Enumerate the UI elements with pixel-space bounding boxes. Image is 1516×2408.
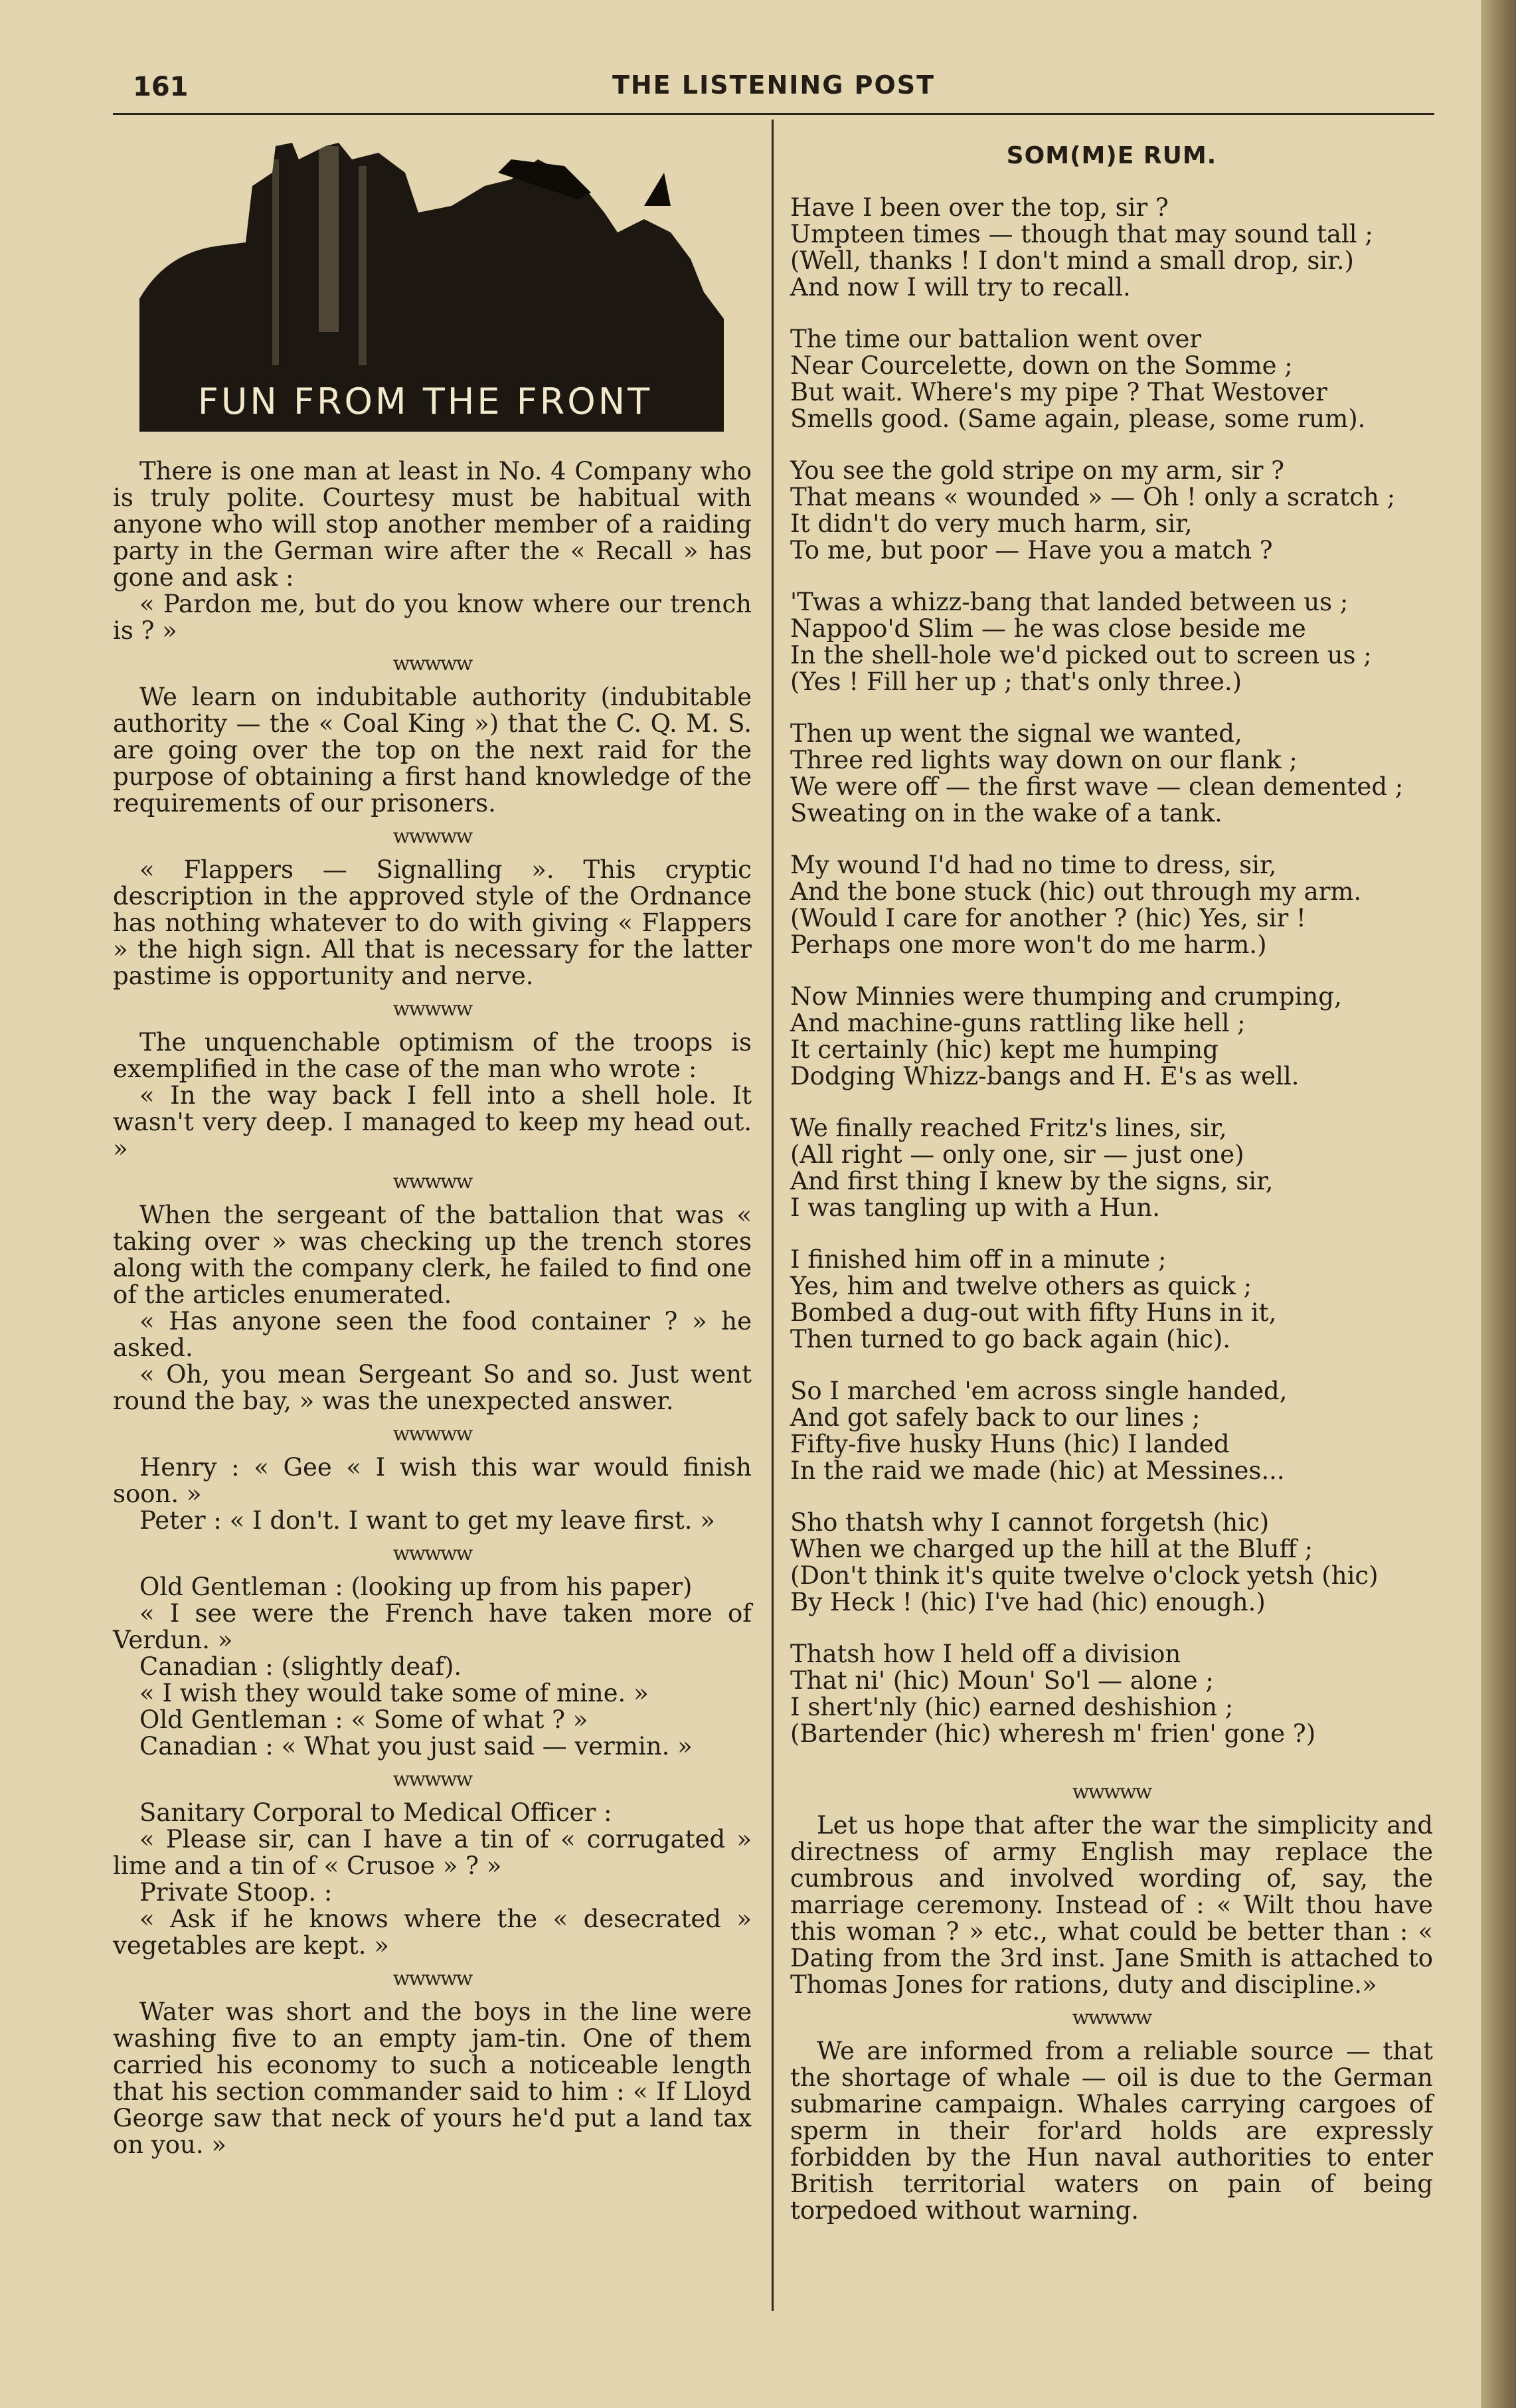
poem-line: Now Minnies were thumping and crumping,	[790, 982, 1342, 1011]
poem-line: Sho thatsh why I cannot forgetsh (hic)	[790, 1508, 1270, 1537]
poem-line: Near Courcelette, down on the Somme ;	[790, 351, 1293, 380]
joke-paragraph: Private Stoop. :	[139, 1878, 333, 1907]
separator-ornament: wwwww	[392, 1422, 472, 1446]
separator-ornament: wwwww	[1072, 1780, 1151, 1804]
joke-paragraph: There is one man at least in No. 4 Company who is truly polite. Courtesy must be habitual with anyone who will stop another member of a raiding party in the German wire after the « Recall » has gone and ask :	[113, 457, 752, 592]
poem-line: It certainly (hic) kept me humping	[790, 1035, 1219, 1064]
poem-line: But wait. Where's my pipe ? That Westover	[790, 378, 1327, 406]
poem-line: We were off — the first wave — clean demented ;	[790, 772, 1404, 801]
poem-line: You see the gold stripe on my arm, sir ?	[790, 456, 1285, 485]
poem-stanza	[790, 1378, 1433, 1484]
poem-line: I was tangling up with a Hun.	[790, 1193, 1160, 1222]
joke-paragraph: We learn on indubitable authority (indubitable authority — the « Coal King ») that the C. Q. M. S. are going over the top on the next raid for the purpose of obtaining a first hand knowledge of the requirements of our prisoners.	[113, 683, 752, 817]
poem-line: (Yes ! Fill her up ; that's only three.)	[790, 667, 1242, 696]
poem-line: We finally reached Fritz's lines, sir,	[790, 1114, 1227, 1142]
poem-stanza	[790, 1641, 1433, 1747]
poem-body	[790, 195, 1433, 1747]
poem-stanza	[790, 721, 1433, 827]
left-column	[113, 133, 752, 2158]
poem-line: That ni' (hic) Moun' So'l — alone ;	[790, 1666, 1214, 1695]
poem-stanza	[790, 1247, 1433, 1353]
poem-line: Smells good. (Same again, please, some rum).	[790, 404, 1366, 433]
joke-paragraph: « Ask if he knows where the « desecrated » vegetables are kept. »	[113, 1905, 752, 1960]
poem-line: That means « wounded » — Oh ! only a scratch ;	[790, 483, 1396, 511]
column-divider	[772, 120, 774, 2311]
poem-stanza	[790, 984, 1433, 1090]
poem-line: Umpteen times — though that may sound tall ;	[790, 220, 1373, 248]
separator-ornament: wwwww	[392, 997, 472, 1021]
joke-paragraph: « I see were the French have taken more of Verdun. »	[113, 1599, 752, 1654]
poem-stanza	[790, 1115, 1433, 1221]
poem-line: Perhaps one more won't do me harm.)	[790, 930, 1267, 959]
poem-line: My wound I'd had no time to dress, sir,	[790, 851, 1277, 879]
poem-line: (Would I care for another ? (hic) Yes, sir !	[790, 904, 1306, 932]
poem-line: Thatsh how I held off a division	[790, 1640, 1181, 1668]
right-column	[790, 133, 1433, 2224]
poem-line: Yes, him and twelve others as quick ;	[790, 1272, 1252, 1300]
joke-paragraph: « Pardon me, but do you know where our trench is ? »	[113, 590, 752, 645]
poem-line: And first thing I knew by the signs, sir,	[790, 1167, 1274, 1195]
fun-from-the-front-banner	[139, 133, 724, 432]
poem-line: In the raid we made (hic) at Messines...	[790, 1456, 1285, 1485]
poem-line: Then turned to go back again (hic).	[790, 1325, 1231, 1353]
poem-stanza	[790, 195, 1433, 301]
poem-line: I shert'nly (hic) earned deshishion ;	[790, 1693, 1234, 1721]
joke-paragraph: Water was short and the boys in the line were washing five to an empty jam-tin. One of them carried his economy to such a noticeable length that his section commander said to him : « If Lloyd George saw that neck of yours he'd put a land tax on you. »	[113, 1998, 752, 2159]
banner-caption: FUN FROM THE FRONT	[197, 381, 653, 422]
poem-title: SOM(M)E RUM.	[1006, 142, 1217, 169]
joke-paragraph: « Has anyone seen the food container ? » he asked.	[113, 1307, 752, 1362]
poem-line: The time our battalion went over	[790, 325, 1202, 353]
poem-line: It didn't do very much harm, sir,	[790, 509, 1193, 538]
poem-line: (All right — only one, sir — just one)	[790, 1140, 1244, 1169]
poem-line: And now I will try to recall.	[790, 273, 1131, 301]
poem-line: So I marched 'em across single handed,	[790, 1377, 1288, 1405]
separator-ornament: wwwww	[392, 1967, 472, 1990]
page-number: 161	[133, 72, 189, 102]
joke-paragraph: The unquenchable optimism of the troops is exemplified in the case of the man who wrote :	[113, 1028, 752, 1083]
poem-line: (Bartender (hic) wheresh m' frien' gone ?)	[790, 1719, 1316, 1748]
joke-paragraph: Old Gentleman : « Some of what ? »	[139, 1705, 588, 1734]
joke-paragraph: « Please sir, can I have a tin of « corrugated » lime and a tin of « Crusoe » ? »	[113, 1825, 752, 1880]
joke-paragraph: Canadian : (slightly deaf).	[139, 1652, 462, 1681]
separator-ornament: wwwww	[392, 825, 472, 848]
poem-stanza	[790, 326, 1433, 432]
joke-paragraph: « Flappers — Signalling ». This cryptic description in the approved style of the Ordnance has nothing whatever to do with giving « Flappers » the high sign. All that is necessary for the latter pastime is opportunity and nerve.	[113, 855, 752, 990]
poem-line: And the bone stuck (hic) out through my arm.	[790, 877, 1362, 906]
poem-line: (Well, thanks ! I don't mind a small drop, sir.)	[790, 246, 1354, 275]
joke-paragraph: Peter : « I don't. I want to get my leave first. »	[139, 1506, 715, 1535]
poem-line: Bombed a dug-out with fifty Huns in it,	[790, 1298, 1277, 1327]
poem-line: And got safely back to our lines ;	[790, 1403, 1201, 1432]
poem-line: Then up went the signal we wanted,	[790, 719, 1242, 748]
joke-paragraph: When the sergeant of the battalion that was « taking over » was checking up the trench stores along with the company clerk, he failed to find one of the articles enumerated.	[113, 1201, 752, 1309]
joke-paragraph: Old Gentleman : (looking up from his paper)	[139, 1573, 693, 1601]
joke-paragraph: « Oh, you mean Sergeant So and so. Just went round the bay, » was the unexpected answer.	[113, 1360, 752, 1415]
poem-line: Sweating on in the wake of a tank.	[790, 799, 1222, 827]
poem-stanza	[790, 589, 1433, 695]
poem-line: 'Twas a whizz-bang that landed between us ;	[790, 588, 1349, 616]
poem-line: By Heck ! (hic) I've had (hic) enough.)	[790, 1588, 1266, 1616]
separator-ornament: wwwww	[392, 1542, 472, 1565]
separator-ornament: wwwww	[392, 652, 472, 675]
joke-paragraph: Henry : « Gee « I wish this war would finish soon. »	[113, 1453, 752, 1508]
poem-line: When we charged up the hill at the Bluff ;	[790, 1535, 1313, 1563]
poem-line: In the shell-hole we'd picked out to screen us ;	[790, 641, 1372, 669]
page-header	[113, 66, 1434, 115]
poem-line: Dodging Whizz-bangs and H. E's as well.	[790, 1062, 1300, 1090]
poem-stanza	[790, 1509, 1433, 1616]
poem-line: And machine-guns rattling like hell ;	[790, 1009, 1246, 1037]
poem-stanza	[790, 852, 1433, 958]
poem-line: Three red lights way down on our flank ;	[790, 746, 1298, 774]
joke-paragraph: Sanitary Corporal to Medical Officer :	[139, 1798, 612, 1827]
poem-line: Have I been over the top, sir ?	[790, 193, 1169, 222]
poem-stanza	[790, 458, 1433, 564]
separator-ornament: wwwww	[1072, 2006, 1151, 2029]
separator-ornament: wwwww	[392, 1768, 472, 1791]
joke-paragraph: « I wish they would take some of mine. »	[139, 1679, 649, 1707]
article-paragraph: Let us hope that after the war the simplicity and directness of army English may replace the cumbrous and involved wording of, say, the marriage ceremony. Instead of : « Wilt thou have this woman ? » etc., what could be better than : « Dating from the 3rd inst. Jane Smith is attached to Thomas Jones for rations, duty and discipline.»	[790, 1811, 1433, 1999]
poem-line: Fifty-five husky Huns (hic) I landed	[790, 1430, 1230, 1458]
article-paragraph: We are informed from a reliable source — that the shortage of whale — oil is due to the German submarine campaign. Whales carrying cargoes of sperm in their for'ard holds are expressly forbidden by the Hun naval authorities to enter British territorial waters on pain of being torpedoed without warning.	[790, 2037, 1433, 2225]
poem-line: (Don't think it's quite twelve o'clock yetsh (hic)	[790, 1561, 1379, 1590]
joke-paragraph: « In the way back I fell into a shell hole. It wasn't very deep. I managed to keep my head out. »	[113, 1081, 752, 1163]
poem-line: To me, but poor — Have you a match ?	[790, 536, 1273, 564]
poem-line: Nappoo'd Slim — he was close beside me	[790, 614, 1306, 643]
page-title: THE LISTENING POST	[612, 70, 936, 100]
joke-paragraph: Canadian : « What you just said — vermin. »	[139, 1732, 693, 1761]
poem-line: I finished him off in a minute ;	[790, 1245, 1167, 1274]
separator-ornament: wwwww	[392, 1170, 472, 1193]
page-edge	[1481, 0, 1516, 2408]
